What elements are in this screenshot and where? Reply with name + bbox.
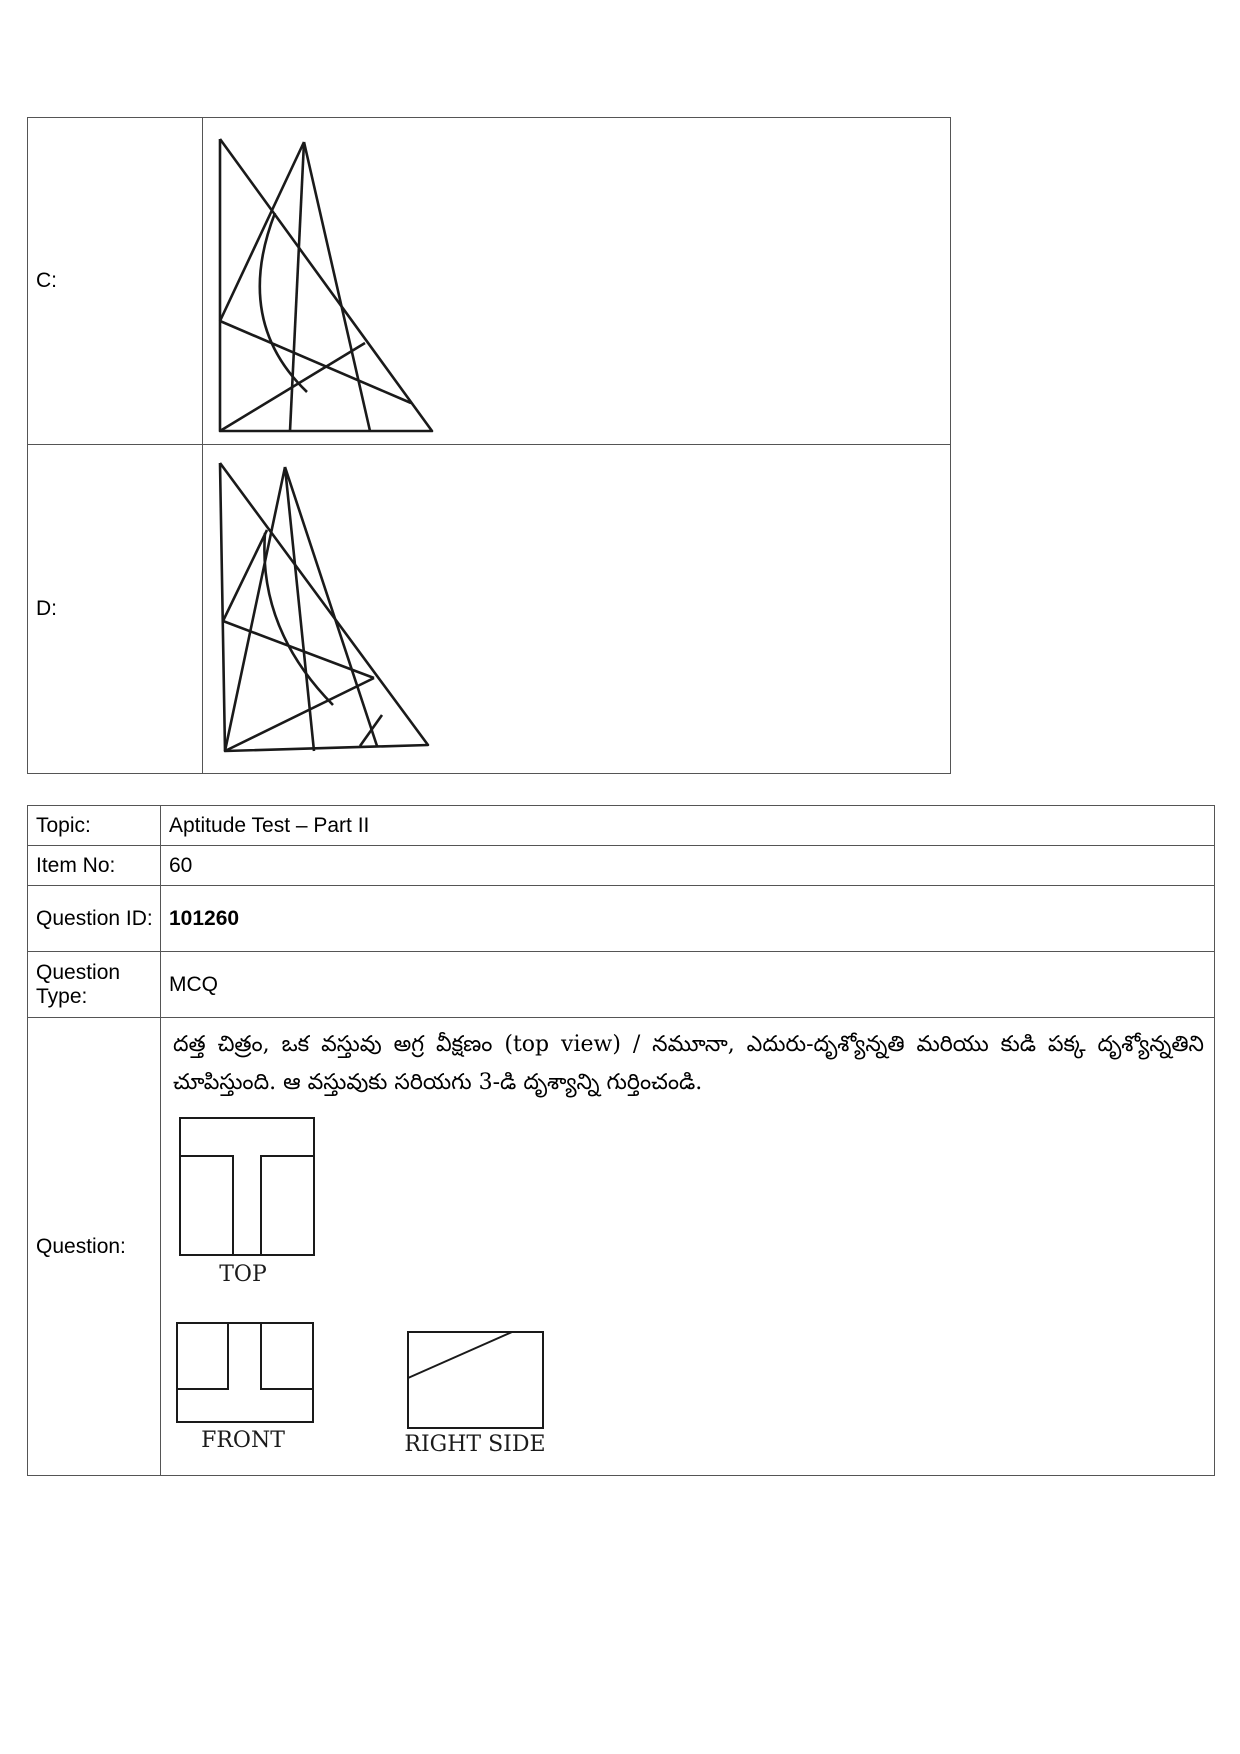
right-side-view-icon xyxy=(408,1332,543,1428)
question-meta-table xyxy=(27,805,1215,1476)
option-label: C: xyxy=(28,118,203,445)
front-view-icon xyxy=(177,1323,313,1422)
item-row xyxy=(28,846,1215,886)
top-view-label: TOP xyxy=(219,1262,267,1287)
option-row-c xyxy=(28,118,951,445)
question-text: దత్త చిత్రం, ఒక వస్తువు అగ్ర వీక్షణం (top view) / నమూనా, ఎదురు-దృశ్యోన్నతి మరియు కుడి పక్క దృశ్యోన్నతిని చూపిస్తుంది. ఆ వస్తువుకు సరియగు 3-డి దృశ్యాన్ని గుర్తించండి. xyxy=(173,1032,1204,1095)
question-row xyxy=(28,1018,1215,1476)
triangle-figure-d-icon xyxy=(203,449,443,769)
options-table xyxy=(27,117,951,774)
option-figure-cell xyxy=(203,118,951,445)
question-id-value: 101260 xyxy=(161,886,1215,952)
right-side-view-label: RIGHT SIDE xyxy=(404,1432,546,1457)
topic-label: Topic: xyxy=(28,806,161,846)
item-value: 60 xyxy=(161,846,1215,886)
question-content xyxy=(161,1018,1215,1476)
orthographic-views xyxy=(169,1106,589,1466)
triangle-figure-c-icon xyxy=(203,121,443,441)
topic-value: Aptitude Test – Part II xyxy=(161,806,1215,846)
question-id-label: Question ID: xyxy=(28,886,161,952)
front-view-label: FRONT xyxy=(201,1428,285,1453)
option-row-d xyxy=(28,445,951,774)
option-label: D: xyxy=(28,445,203,774)
top-view-icon xyxy=(180,1118,314,1255)
item-label: Item No: xyxy=(28,846,161,886)
question-label: Question: xyxy=(28,1018,161,1476)
question-type-value: MCQ xyxy=(161,952,1215,1018)
topic-row xyxy=(28,806,1215,846)
question-id-row xyxy=(28,886,1215,952)
question-type-label: Question Type: xyxy=(28,952,161,1018)
question-type-row xyxy=(28,952,1215,1018)
option-figure-cell xyxy=(203,445,951,774)
